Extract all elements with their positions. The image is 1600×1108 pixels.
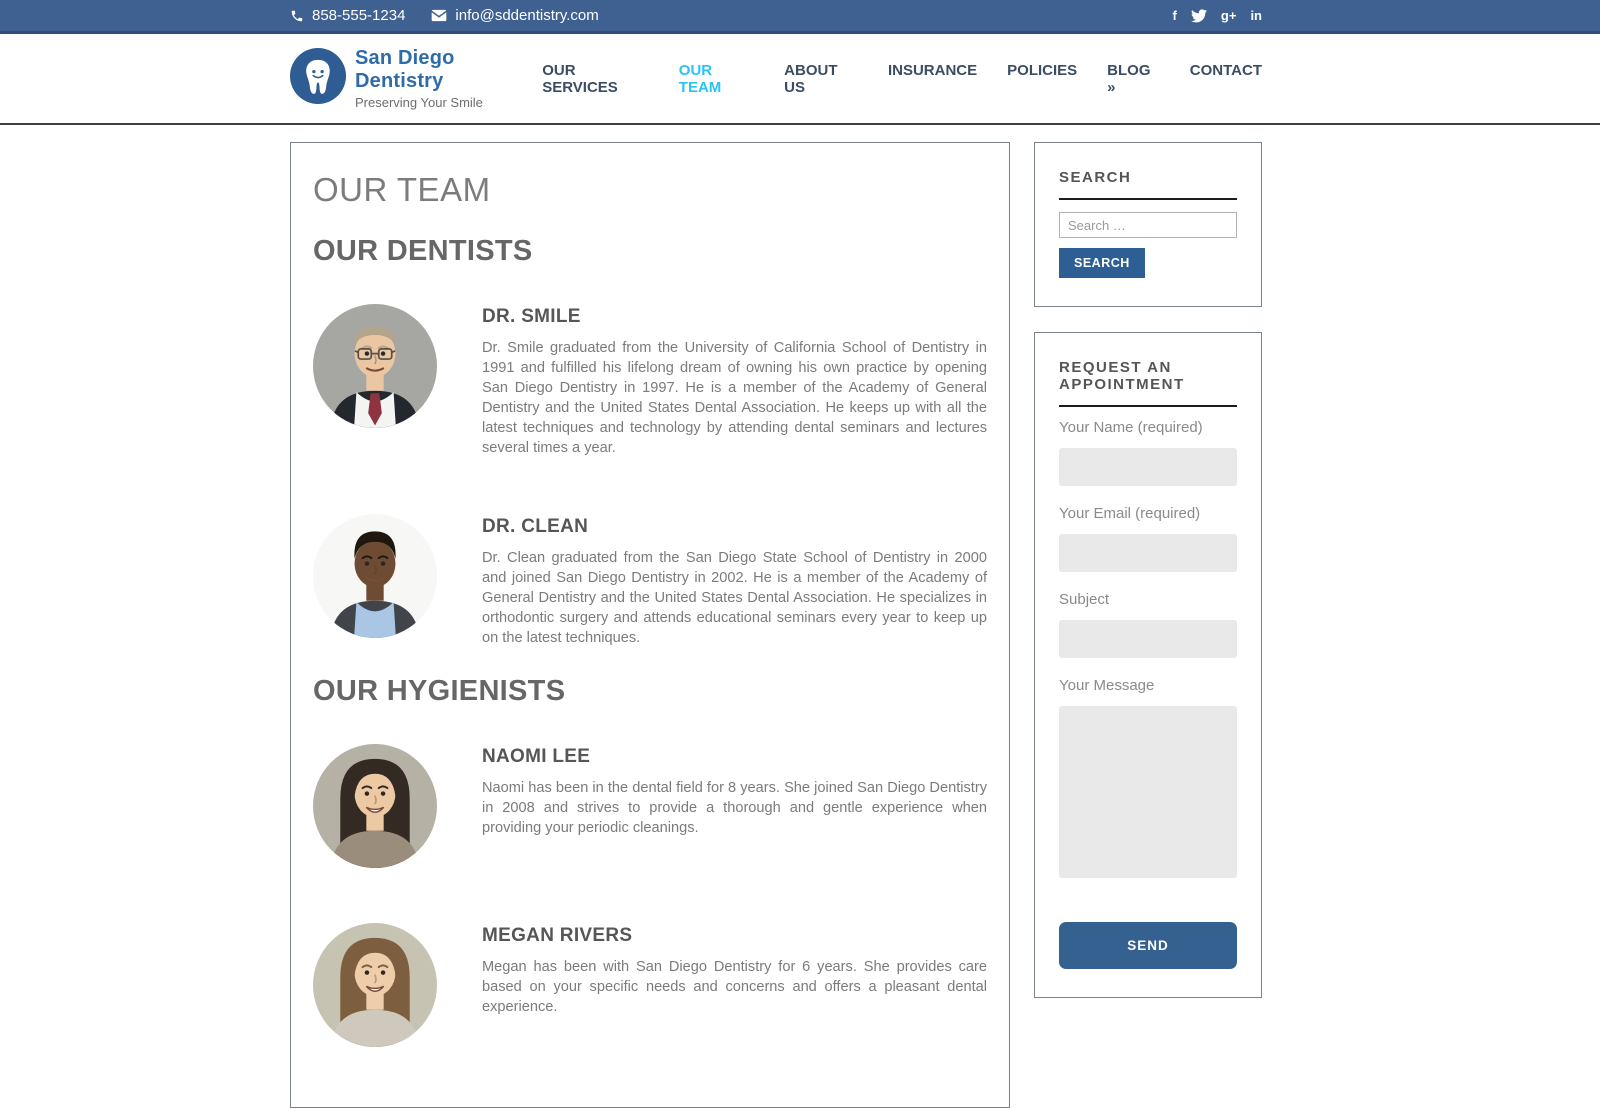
social-links [1173,7,1262,25]
email-text[interactable]: info@sddentistry.com [455,7,599,24]
email-field[interactable] [1059,534,1237,572]
send-button[interactable]: SEND [1059,922,1237,969]
email-address [431,7,598,24]
member-bio: Megan has been with San Diego Dentistry for 6 years. She provides care based on your specific needs and concerns and offers a pleasant dental experience. [482,958,987,1015]
member-name: NAOMI LEE [482,745,591,767]
phone-icon [290,9,304,23]
nav-item-contact[interactable]: CONTACT [1189,61,1262,79]
appointment-title-rule [1059,405,1237,407]
form-field-email [1059,505,1237,572]
twitter-icon[interactable] [1191,7,1207,25]
site-tagline: Preserving Your Smile [355,95,483,110]
member-photo [313,744,437,868]
envelope-icon [431,9,447,22]
member-name: MEGAN RIVERS [482,924,633,946]
member-photo [313,304,437,428]
form-field-subject [1059,591,1237,658]
site-title: San Diego Dentistry [355,47,455,92]
team-member-row [313,744,987,868]
nav-item-about-us[interactable]: ABOUT US [784,61,838,96]
nav-item-blog[interactable]: BLOG » [1107,61,1151,96]
team-page-card [290,142,1010,1108]
member-photo [313,514,437,638]
nav-item-policies[interactable]: POLICIES [1007,61,1078,79]
appointment-widget-title: REQUEST AN APPOINTMENT [1059,359,1185,393]
tooth-logo-icon [290,48,346,109]
team-member-row [313,514,987,649]
search-widget-title: SEARCH [1059,169,1132,186]
sidebar [1034,142,1262,998]
top-bar [0,0,1600,34]
appointment-form [1059,419,1237,883]
member-info [482,514,987,649]
subject-field[interactable] [1059,620,1237,658]
appointment-widget [1034,332,1262,998]
message-label: Your Message [1059,677,1155,694]
member-info [482,923,987,1047]
page-title: OUR TEAM [313,171,491,208]
site-logo[interactable] [290,47,542,110]
section-heading: OUR HYGIENISTS [313,674,566,707]
member-bio: Dr. Clean graduated from the San Diego State School of Dentistry in 2000 and joined San Diego Dentistry in 2002. He is a member of the Academy of General Dentistry and the United States Dental Association. He specializes in orthodontic surgery and attends educational seminars every year to keep up on the latest techniques. [482,549,987,646]
search-button[interactable]: SEARCH [1059,248,1145,278]
member-name: DR. CLEAN [482,515,589,537]
main-nav [542,62,1262,96]
section-heading: OUR DENTISTS [313,235,533,267]
member-info [482,744,987,868]
nav-item-our-team[interactable]: OUR TEAM [678,61,722,96]
contact-info [290,7,599,24]
name-label: Your Name (required) [1059,419,1203,436]
member-photo [313,923,437,1047]
member-info [482,304,987,459]
team-sections [313,235,987,1047]
facebook-icon[interactable]: f [1172,8,1177,23]
google-plus-icon[interactable]: g+ [1220,8,1237,23]
subject-label: Subject [1059,591,1110,608]
site-header [0,34,1600,125]
linkedin-icon[interactable]: in [1250,8,1262,23]
message-textarea[interactable] [1059,706,1237,878]
member-bio: Naomi has been in the dental field for 8 years. She joined San Diego Dentistry in 2008 and strives to provide a thorough and gentle experience when providing your periodic cleanings. [482,779,987,836]
nav-item-our-services[interactable]: OUR SERVICES [542,61,618,96]
form-field-name [1059,419,1237,486]
phone-text[interactable]: 858-555-1234 [312,7,406,24]
search-title-rule [1059,198,1237,200]
member-name: DR. SMILE [482,306,581,327]
team-member-row [313,923,987,1047]
search-input[interactable] [1059,212,1237,238]
search-widget [1034,142,1262,307]
nav-item-insurance[interactable]: INSURANCE [887,61,978,79]
email-label: Your Email (required) [1059,505,1201,522]
form-field-message [1059,677,1237,883]
team-member-row [313,304,987,459]
member-bio: Dr. Smile graduated from the University of California School of Dentistry in 1991 and fulfilled his lifelong dream of owning his own practice by opening San Diego Dentistry in 1997. He is a member of the Academy of General Dentistry and the United States Dental Association. He keeps up with all the latest techniques and technology by attending dental seminars and lectures several times a year. [482,340,987,456]
name-field[interactable] [1059,448,1237,486]
phone-number [290,7,405,24]
